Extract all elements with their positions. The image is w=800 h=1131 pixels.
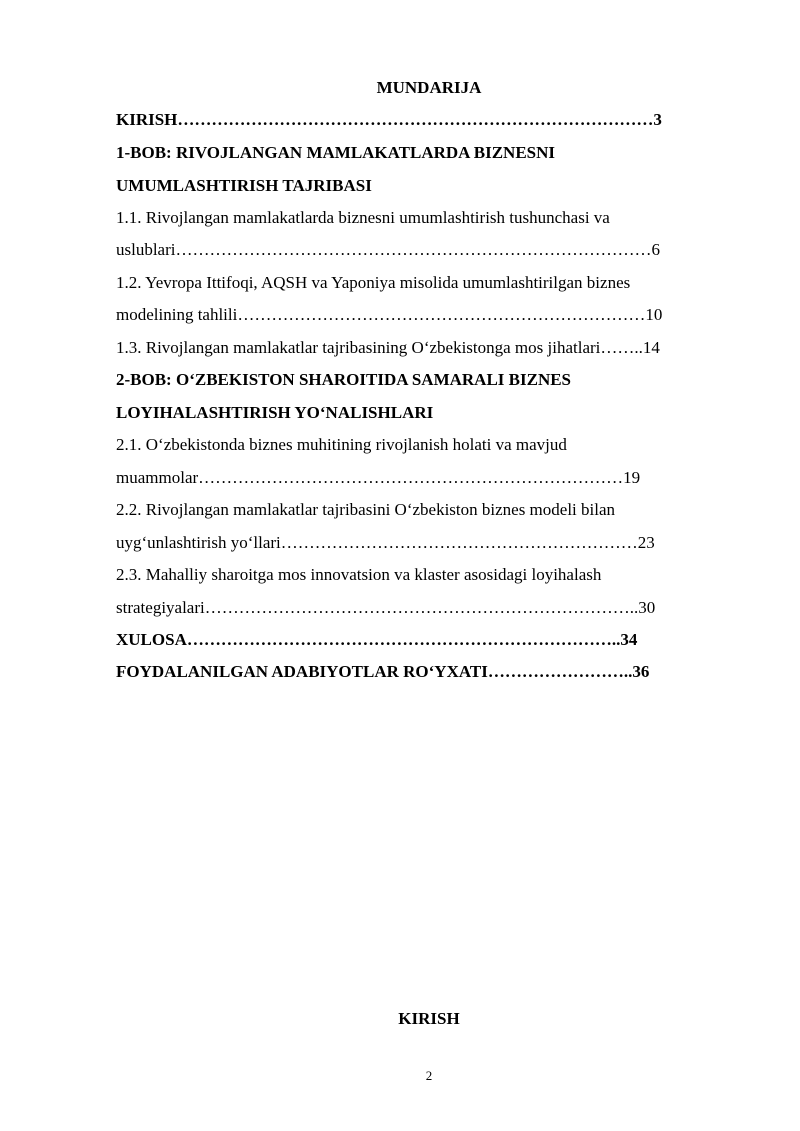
toc-entry-1-2-line-1: 1.2. Yevropa Ittifoqi, AQSH va Yaponiya misolida umumlashtirilgan biznes [116, 273, 631, 292]
toc-title: MUNDARIJA [376, 78, 482, 97]
toc-entry-xulosa: XULOSA…………………………………………………………………..34 [116, 630, 638, 649]
toc-entry-2-2-line-2: uyg‘unlashtirish yo‘llari………………………………………………………23 [116, 533, 655, 552]
toc-entry-1-3: 1.3. Rivojlangan mamlakatlar tajribasining O‘zbekistonga mos jihatlari……..14 [116, 338, 660, 357]
toc-entry-2-3-line-1: 2.3. Mahalliy sharoitga mos innovatsion va klaster asosidagi loyihalash [116, 565, 602, 584]
page-number: 2 [425, 1068, 433, 1083]
toc-entry-adabiyotlar: FOYDALANILGAN ADABIYOTLAR RO‘YXATI……………………..36 [116, 662, 650, 681]
toc-entry-1-1-line-2: uslublari…………………………………………………………………………6 [116, 240, 660, 259]
toc-entry-2-2-line-1: 2.2. Rivojlangan mamlakatlar tajribasini O‘zbekiston biznes modeli bilan [116, 500, 616, 519]
toc-chapter-2-title-line-1: 2-BOB: O‘ZBEKISTON SHAROITIDA SAMARALI BIZNES [116, 370, 572, 389]
toc-entry-1-2-line-2: modelining tahlili………………………………………………………………10 [116, 305, 663, 324]
toc-chapter-1-title-line-1: 1-BOB: RIVOJLANGAN MAMLAKATLARDA BIZNESNI [116, 143, 556, 162]
toc-chapter-1-title-line-2: UMUMLASHTIRISH TAJRIBASI [116, 176, 372, 195]
toc-entry-2-1-line-1: 2.1. O‘zbekistonda biznes muhitining rivojlanish holati va mavjud [116, 435, 567, 454]
toc-entry-kirish: KIRISH…………………………………………………………………………3 [116, 110, 662, 129]
toc-chapter-2-title-line-2: LOYIHALASHTIRISH YO‘NALISHLARI [116, 403, 434, 422]
toc-entry-1-1-line-1: 1.1. Rivojlangan mamlakatlarda biznesni umumlashtirish tushunchasi va [116, 208, 610, 227]
toc-entry-2-3-line-2: strategiyalari…………………………………………………………………..30 [116, 598, 656, 617]
section-heading-kirish: KIRISH [398, 1009, 460, 1028]
toc-entry-2-1-line-2: muammolar…………………………………………………………………19 [116, 468, 641, 487]
